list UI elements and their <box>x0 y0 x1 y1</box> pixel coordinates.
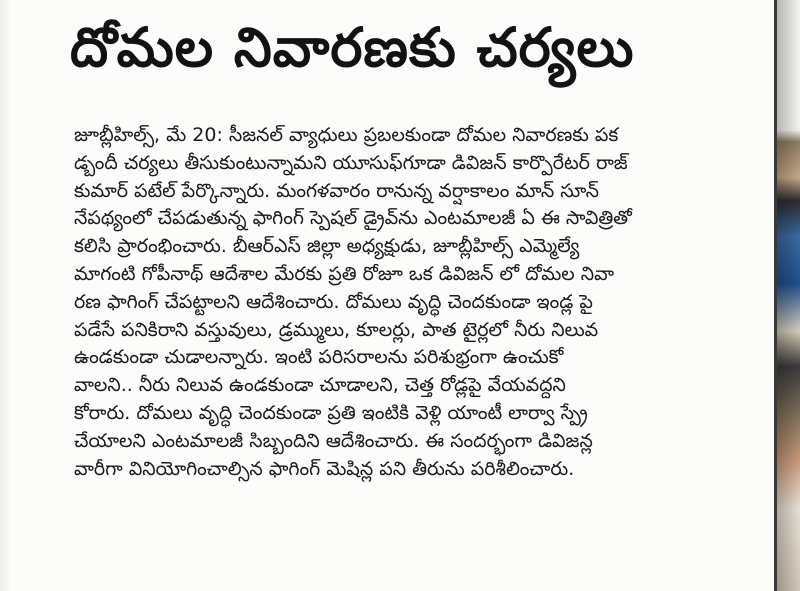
article-line: కుమార్ పటేల్ పేర్కొన్నారు. మంగళవారం రానున్న వర్షాకాలం మాన్ సూన్ <box>74 179 599 202</box>
article-line: చేయాలని ఎంటమాలజీ సిబ్బందిని ఆదేశించారు. ఈ సందర్భంగా డివిజన్ల <box>74 429 593 452</box>
article-line: ఉండకుండా చుడాలన్నారు. ఇంటి పరిసరాలను పరిశుభ్రంగా ఉంచుకో <box>74 346 564 369</box>
article-line: రణ ఫాగింగ్ చేపట్టాలని ఆదేశించారు. దోమలు వృద్ధి చెందకుండా ఇండ్ల పై <box>74 290 593 313</box>
article-line: వాలని.. నీరు నిలువ ఉండకుండా చూడాలని, చెత్త రోడ్లపై వేయవద్దని <box>74 374 566 397</box>
adjacent-photo-fragment <box>777 0 800 591</box>
article-line: వారీగా వినియోగించాల్సిన ఫాగింగ్ మెషిన్ల పని తీరును పరిశీలించారు. <box>74 457 575 480</box>
photo-shade <box>777 0 800 591</box>
article-line: మాగంటి గోపీనాథ్ ఆదేశాల మేరకు ప్రతి రోజూ ఒక డివిజన్ లో దోమల నివా <box>74 262 615 285</box>
headline: దోమల నివారణకు చర్యలు <box>70 16 635 79</box>
article-line: నేపథ్యంలో చేపడుతున్న ఫాగింగ్ స్పెషల్ డ్రైవ్‌ను ఎంటమాలజీ ఏ ఈ సావిత్రితో <box>74 207 632 230</box>
article-line: పడేసే పనికిరాని వస్తువులు, డ్రమ్ములు, కూలర్లు, పాత టైర్లలో నీరు నిలువ <box>74 318 599 341</box>
article-line: డ్బందీ చర్యలు తీసుకుంటున్నామని యూసుఫ్‌గూడా డివిజన్ కార్పొరేటర్ రాజ్ <box>74 151 628 174</box>
article-body <box>74 122 774 483</box>
article-line: కలిసి ప్రారంభించారు. బీఆర్ఎస్ జిల్లా అధ్యక్షుడు, జూబ్లీహిల్స్ ఎమ్మెల్యే <box>74 235 580 258</box>
article-line: కోరారు. దోమలు వృద్ధి చెందకుండా ప్రతి ఇంటికి వెళ్లి యాంటీ లార్వా స్ప్రే <box>74 401 588 424</box>
page-edge-shadow <box>0 0 12 591</box>
article-line: జూబ్లీహిల్స్, మే 20: సీజనల్ వ్యాధులు ప్రబలకుండా దోమల నివారణకు పక <box>74 124 619 146</box>
